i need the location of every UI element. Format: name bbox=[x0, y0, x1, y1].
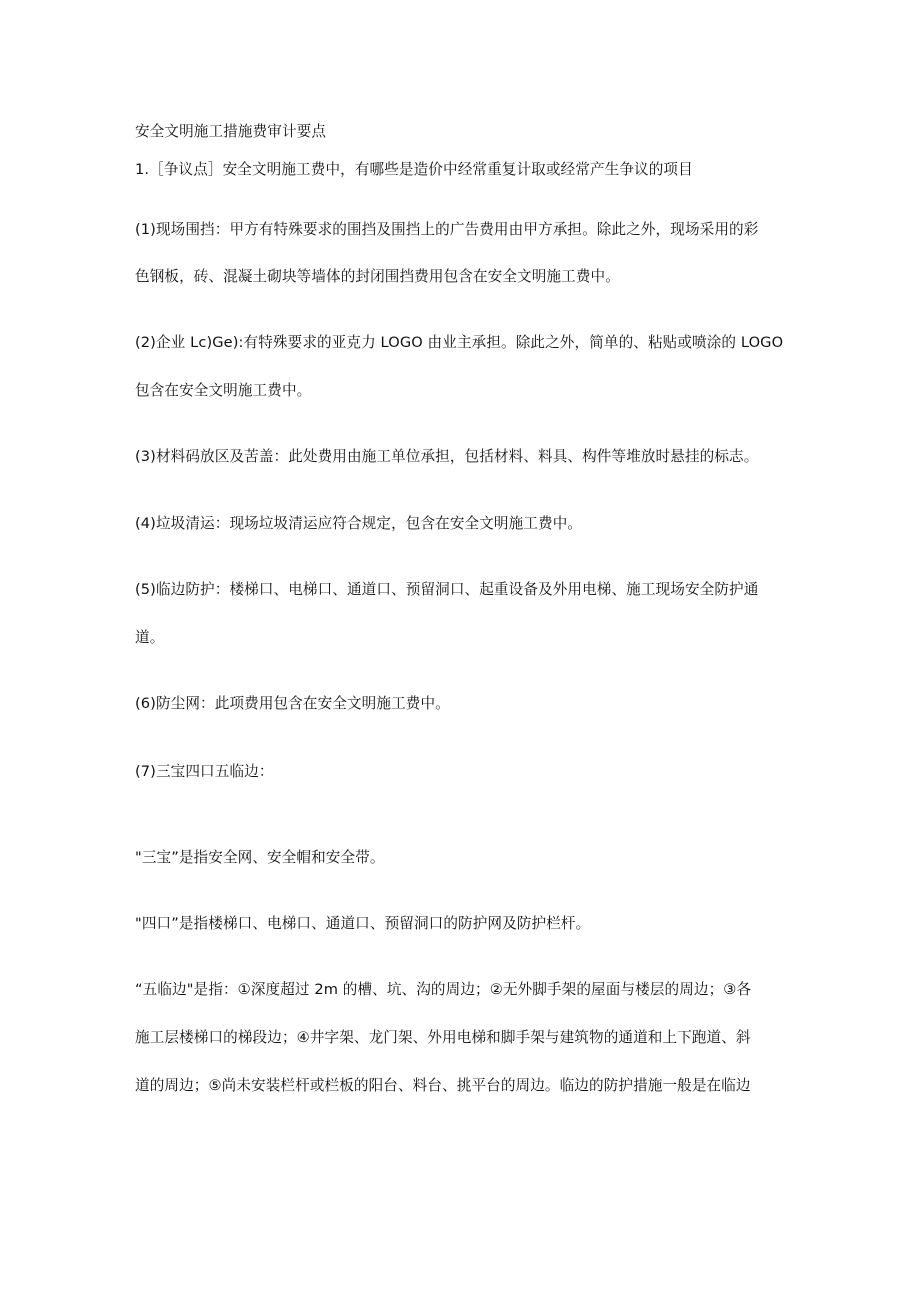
definition-wulinbian-line-1: “五临边"是指：①深度超过 2m 的槽、坑、沟的周边；②无外脚手架的屋面与楼层的周边；③各 bbox=[135, 981, 752, 998]
item-6-line-1: (6)防尘网：此项费用包含在安全文明施工费中。 bbox=[135, 695, 450, 712]
item-5-line-1: (5)临边防护：楼梯口、电梯口、通道口、预留洞口、起重设备及外用电梯、施工现场安全防护通 bbox=[135, 581, 759, 598]
item-5-line-2: 道。 bbox=[135, 629, 165, 646]
item-1-line-2: 色钢板，砖、混凝土砌块等墙体的封闭围挡费用包含在安全文明施工费中。 bbox=[135, 268, 620, 285]
item-2-line-1: (2)企业 Lc)Ge):有特殊要求的亚克力 LOGO 由业主承担。除此之外，简单的、粘贴或喷涂的 LOGO bbox=[135, 334, 784, 351]
definition-sikou: "四口”是指楼梯口、电梯口、通道口、预留洞口的防护网及防护栏杆。 bbox=[135, 915, 591, 932]
definition-wulinbian-line-3: 道的周边；⑤尚未安装栏杆或栏板的阳台、料台、挑平台的周边。临边的防护措施一般是在临边 bbox=[135, 1077, 751, 1094]
item-1-line-1: (1)现场围挡：甲方有特殊要求的围挡及围挡上的广告费用由甲方承担。除此之外，现场采用的彩 bbox=[135, 221, 759, 238]
question-heading: 1.［争议点］安全文明施工费中，有哪些是造价中经常重复计取或经常产生争议的项目 bbox=[135, 161, 693, 178]
item-3-line-1: (3)材料码放区及苦盖：此处费用由施工单位承担，包括材料、料具、构件等堆放时悬挂的标志。 bbox=[135, 448, 759, 465]
definition-wulinbian-line-2: 施工层楼梯口的梯段边；④井字架、龙门架、外用电梯和脚手架与建筑物的通道和上下跑道、斜 bbox=[135, 1029, 751, 1046]
document-title: 安全文明施工措施费审计要点 bbox=[135, 123, 327, 140]
item-7-line-1: (7)三宝四口五临边： bbox=[135, 763, 274, 780]
definition-sanbao: "三宝”是指安全网、安全帽和安全带。 bbox=[135, 849, 385, 866]
item-4-line-1: (4)垃圾清运：现场垃圾清运应符合规定，包含在安全文明施工费中。 bbox=[135, 515, 583, 532]
item-2-line-2: 包含在安全文明施工费中。 bbox=[135, 382, 312, 399]
